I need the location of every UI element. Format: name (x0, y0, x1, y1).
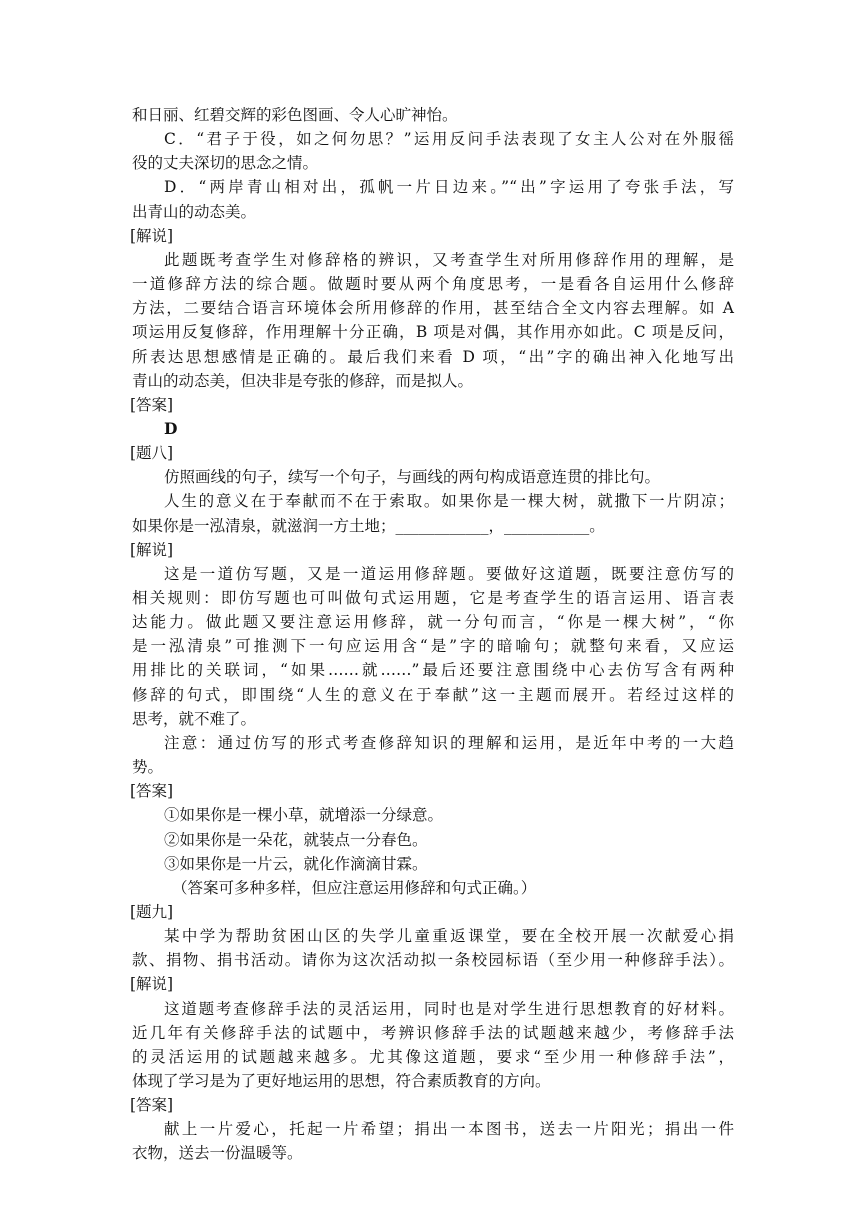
text-line: 所表达思想感情是正确的。最后我们来看 D 项，“出”字的确出神入化地写出 (132, 348, 734, 366)
text-line: ②如果你是一朵花，就装点一分春色。 (164, 831, 428, 849)
text-line: 一道修辞方法的综合题。做题时要从两个角度思考，一是看各自运用什么修辞 (132, 275, 734, 293)
text-line: 此题既考查学生对修辞格的辨识，又考查学生对所用修辞作用的理解，是 (164, 251, 734, 269)
text-line: 是一泓清泉”可推测下一句应运用含“是”字的暗喻句；就整句来看，又应运 (132, 637, 734, 655)
section-label: [解说] (130, 541, 174, 559)
text-line: 役的丈夫深切的思念之情。 (132, 154, 319, 172)
text-line: 献上一片爱心，托起一片希望；捐出一本图书，送去一片阳光；捐出一件 (164, 1120, 734, 1138)
section-label: [答案] (130, 1096, 174, 1114)
text-line: 的灵活运用的试题越来越多。尤其像这道题，要求“至少用一种修辞手法”， (132, 1048, 734, 1066)
text-line: 注意：通过仿写的形式考查修辞知识的理解和运用，是近年中考的一大趋 (164, 734, 734, 752)
text-line: 势。 (132, 758, 164, 776)
text-line: ①如果你是一棵小草，就增添一分绿意。 (164, 806, 444, 824)
section-label: [答案] (130, 396, 174, 414)
section-label: [解说] (130, 227, 174, 245)
text-line: D．“两岸青山相对出，孤帆一片日边来。”“出”字运用了夸张手法，写 (164, 178, 734, 196)
text-line: 仿照画线的句子，续写一个句子，与画线的两句构成语意连贯的排比句。 (164, 468, 661, 486)
text-line: 衣物，送去一份温暖等。 (132, 1144, 303, 1162)
text-line: 达能力。做此题又要注意运用修辞，就一分句而言，“你是一棵大树”，“你 (132, 613, 734, 631)
text-line: 体现了学习是为了更好地运用的思想，符合素质教育的方向。 (132, 1072, 551, 1090)
text-line: 思考，就不难了。 (132, 710, 257, 728)
text-line: 某中学为帮助贫困山区的失学儿童重返课堂，要在全校开展一次献爱心捐 (164, 927, 734, 945)
text-line: C．“君子于役，如之何勿思？”运用反问手法表现了女主人公对在外服徭 (164, 130, 734, 148)
text-line: 修辞的句式，即围绕“人生的意义在于奉献”这一主题而展开。若经过这样的 (132, 686, 734, 704)
text-line: 用排比的关联词，“如果……就……”最后还要注意围绕中心去仿写含有两种 (132, 661, 734, 679)
text-line: 项运用反复修辞，作用理解十分正确，B 项是对偶，其作用亦如此。C 项是反问， (132, 323, 734, 341)
text-line: 和日丽、红碧交辉的彩色图画、令人心旷神怡。 (132, 106, 458, 124)
section-label: [解说] (130, 975, 174, 993)
section-label: [题八] (130, 444, 174, 462)
text-line: 这道题考查修辞手法的灵活运用，同时也是对学生进行思想教育的好材料。 (164, 1000, 734, 1018)
text-line: 这是一道仿写题，又是一道运用修辞题。要做好这道题，既要注意仿写的 (164, 565, 734, 583)
section-label: [题九] (130, 903, 174, 921)
text-line: 青山的动态美，但决非是夸张的修辞，而是拟人。 (132, 372, 474, 390)
text-line: D (164, 419, 178, 438)
text-line: 如果你是一泓清泉，就滋润一方土地；____________，___________。 (132, 517, 605, 535)
text-line: 近几年有关修辞手法的试题中，考辨识修辞手法的试题越来越少，考修辞手法 (132, 1024, 734, 1042)
text-line: ③如果你是一片云，就化作滴滴甘霖。 (164, 855, 428, 873)
text-line: （答案可多种多样，但应注意运用修辞和句式正确。） (172, 879, 537, 897)
text-line: 出青山的动态美。 (132, 203, 257, 221)
text-line: 相关规则：即仿写题也可叫做句式运用题，它是考查学生的语言运用、语言表 (132, 589, 734, 607)
text-line: 方法，二要结合语言环境体会所用修辞的作用，甚至结合全文内容去理解。如 A (132, 299, 734, 317)
text-line: 款、捐物、捐书活动。请你为这次活动拟一条校园标语（至少用一种修辞手法）。 (132, 951, 734, 969)
section-label: [答案] (130, 782, 174, 800)
text-line: 人生的意义在于奉献而不在于索取。如果你是一棵大树，就撒下一片阴凉； (164, 492, 734, 510)
